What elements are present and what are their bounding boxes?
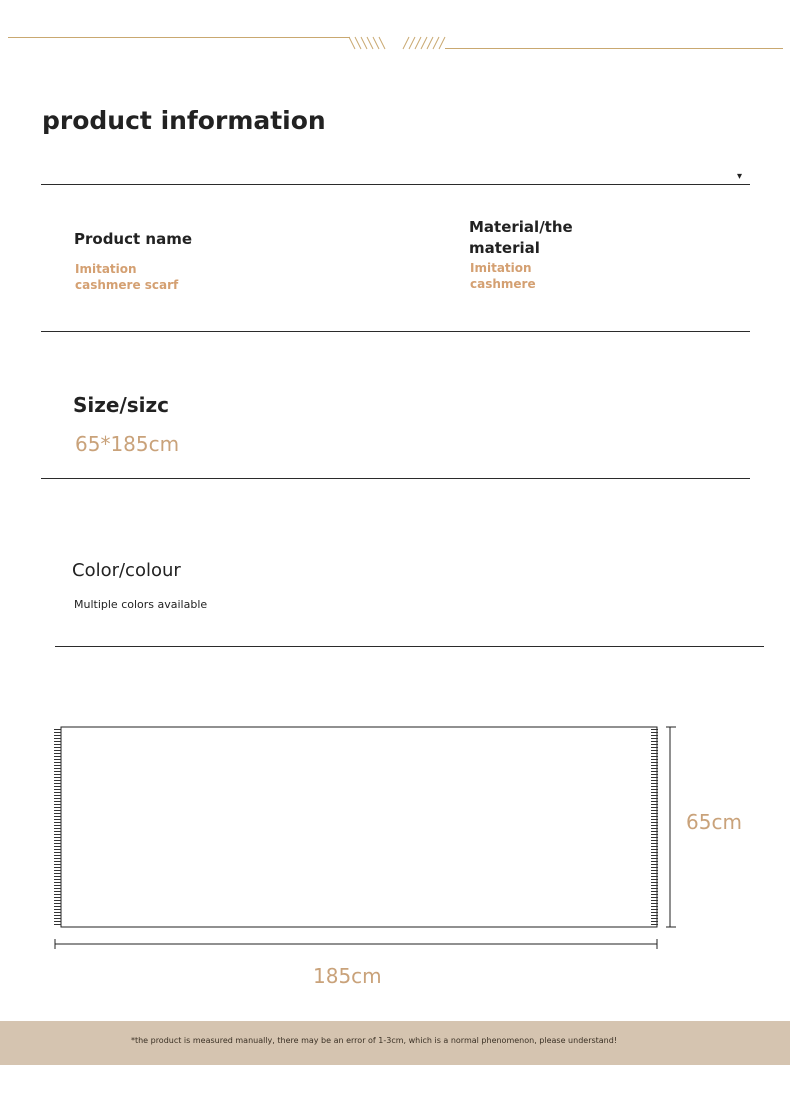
footer-band <box>0 1021 790 1065</box>
material-label-line2: material <box>469 239 540 257</box>
size-value: 65*185cm <box>75 432 180 456</box>
color-label: Color/colour <box>72 560 181 581</box>
product-name-value-line1: Imitation <box>75 262 137 276</box>
color-value: Multiple colors available <box>74 598 208 611</box>
section-divider-1 <box>41 331 750 332</box>
material-label-line1: Material/the <box>469 218 573 236</box>
product-name-value-line2: cashmere scarf <box>75 278 179 292</box>
size-label: Size/sizc <box>73 393 170 417</box>
section-divider-2 <box>41 478 750 479</box>
material-value-line2: cashmere <box>470 277 536 291</box>
top-decor-line-left <box>8 37 350 38</box>
height-dimension-label: 65cm <box>686 810 742 834</box>
top-decor-hatch <box>345 33 455 53</box>
product-name-label: Product name <box>74 230 193 248</box>
title-divider <box>41 184 750 185</box>
top-decor-line-right <box>445 48 783 49</box>
material-value-line1: Imitation <box>470 261 532 275</box>
scarf-outline <box>61 727 657 927</box>
scarf-fringe-right <box>651 727 658 927</box>
width-dimension-label: 185cm <box>313 964 382 988</box>
section-divider-3 <box>55 646 764 647</box>
page-title: product information <box>42 106 326 135</box>
scarf-diagram <box>50 722 690 954</box>
footer-note: *the product is measured manually, there may be an error of 1-3cm, which is a normal phenomenon, please understand! <box>130 1036 618 1045</box>
scarf-fringe-left <box>54 727 61 927</box>
chevron-down-icon: ▾ <box>737 171 743 182</box>
